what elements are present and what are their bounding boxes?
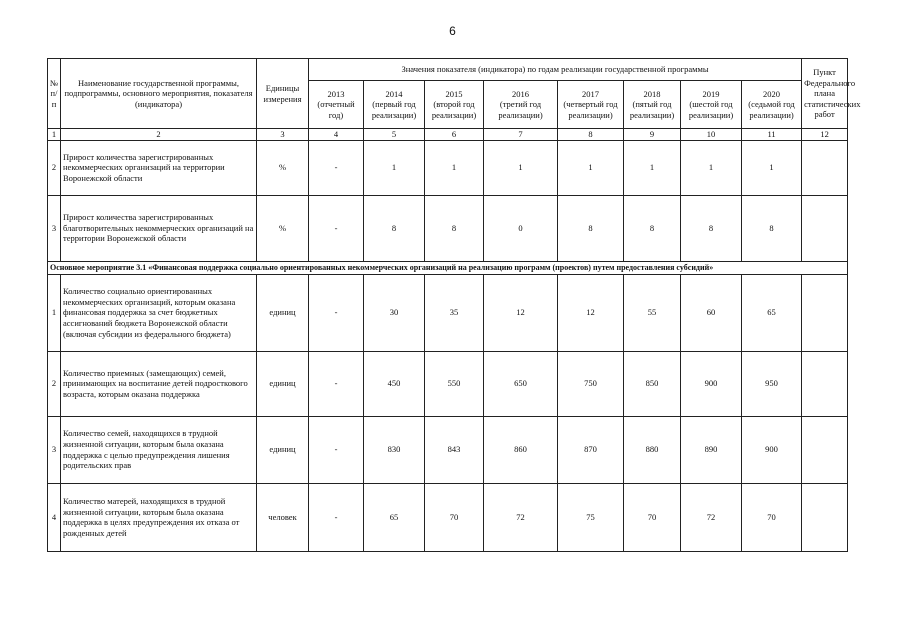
year-sublabel: (первый год реализации) bbox=[371, 99, 417, 120]
row-value: 900 bbox=[681, 351, 742, 416]
row-value: 900 bbox=[742, 416, 802, 483]
row-value: 870 bbox=[558, 416, 624, 483]
row-value: 450 bbox=[364, 351, 425, 416]
row-name: Количество социально ориентированных некоммерческих организаций, которым оказана финансовая поддержка за счет бюджетных ассигнований бюджета Воронежской области (включая субсидии из федерального бюджета) bbox=[61, 274, 257, 351]
row-value: 75 bbox=[558, 483, 624, 551]
row-name: Количество семей, находящихся в трудной жизненной ситуации, которым была оказана поддержка с целью предупреждения лишения родительских прав bbox=[61, 416, 257, 483]
column-index: 11 bbox=[742, 129, 802, 141]
row-no: 2 bbox=[48, 351, 61, 416]
row-value: 750 bbox=[558, 351, 624, 416]
header-year-2015 bbox=[425, 81, 484, 129]
row-value: 8 bbox=[681, 195, 742, 261]
row-value: 8 bbox=[742, 195, 802, 261]
row-value: 8 bbox=[624, 195, 681, 261]
row-value: 8 bbox=[558, 195, 624, 261]
row-value: - bbox=[309, 351, 364, 416]
row-value: 55 bbox=[624, 274, 681, 351]
row-name: Количество матерей, находящихся в трудной жизненной ситуации, которым была оказана поддержка в целях предупреждения их отказа от рожденных детей bbox=[61, 483, 257, 551]
row-value: 850 bbox=[624, 351, 681, 416]
header-year-2016 bbox=[484, 81, 558, 129]
year-label: 2015 bbox=[445, 88, 463, 99]
header-year-2020 bbox=[742, 81, 802, 129]
row-unit: единиц bbox=[257, 416, 309, 483]
row-name: Прирост количества зарегистрированных некоммерческих организаций на территории Воронежской области bbox=[61, 140, 257, 195]
table-row bbox=[48, 140, 848, 195]
row-name: Прирост количества зарегистрированных благотворительных некоммерческих организаций на территории Воронежской области bbox=[61, 195, 257, 261]
row-value: 70 bbox=[624, 483, 681, 551]
row-value: 65 bbox=[364, 483, 425, 551]
header-year-2018 bbox=[624, 81, 681, 129]
row-value: 35 bbox=[425, 274, 484, 351]
indicators-table bbox=[47, 58, 861, 552]
row-value: 1 bbox=[558, 140, 624, 195]
row-point bbox=[802, 351, 848, 416]
table-row bbox=[48, 195, 848, 261]
header-year-2017 bbox=[558, 81, 624, 129]
column-index: 9 bbox=[624, 129, 681, 141]
row-value: 890 bbox=[681, 416, 742, 483]
row-value: 8 bbox=[425, 195, 484, 261]
year-sublabel: (шестой год реализации) bbox=[688, 99, 734, 120]
row-value: 950 bbox=[742, 351, 802, 416]
column-index: 2 bbox=[61, 129, 257, 141]
header-unit: Единицы измерения bbox=[257, 59, 309, 129]
row-value: 60 bbox=[681, 274, 742, 351]
table-row bbox=[48, 351, 848, 416]
row-point bbox=[802, 195, 848, 261]
row-point bbox=[802, 483, 848, 551]
row-no: 2 bbox=[48, 140, 61, 195]
year-label: 2020 bbox=[763, 88, 781, 99]
row-value: 650 bbox=[484, 351, 558, 416]
column-index: 12 bbox=[802, 129, 848, 141]
column-index: 4 bbox=[309, 129, 364, 141]
row-value: 843 bbox=[425, 416, 484, 483]
row-value: 65 bbox=[742, 274, 802, 351]
row-value: 830 bbox=[364, 416, 425, 483]
row-value: 1 bbox=[484, 140, 558, 195]
section-title: Основное мероприятие 3.1 «Финансовая поддержка социально ориентированных некоммерческих организаций на реализацию программ (проектов) путем предоставления субсидий» bbox=[48, 261, 848, 274]
year-sublabel: (пятый год реализации) bbox=[629, 99, 675, 120]
row-value: 1 bbox=[364, 140, 425, 195]
header-year-2019 bbox=[681, 81, 742, 129]
row-value: 1 bbox=[681, 140, 742, 195]
year-sublabel: (третий год реализации) bbox=[498, 99, 543, 120]
row-unit: % bbox=[257, 195, 309, 261]
row-value: 70 bbox=[742, 483, 802, 551]
year-sublabel: (четвертый год реализации) bbox=[563, 99, 618, 120]
row-point bbox=[802, 274, 848, 351]
column-index: 8 bbox=[558, 129, 624, 141]
header-values: Значения показателя (индикатора) по годам реализации государственной программы bbox=[309, 59, 802, 81]
row-unit: единиц bbox=[257, 351, 309, 416]
column-index: 6 bbox=[425, 129, 484, 141]
row-value: 12 bbox=[484, 274, 558, 351]
section-row bbox=[48, 261, 848, 274]
row-value: 550 bbox=[425, 351, 484, 416]
row-value: 30 bbox=[364, 274, 425, 351]
row-name: Количество приемных (замещающих) семей, принимающих на воспитание детей подросткового возраста, которым оказана поддержка bbox=[61, 351, 257, 416]
table-row bbox=[48, 416, 848, 483]
row-point bbox=[802, 416, 848, 483]
year-label: 2014 bbox=[385, 88, 403, 99]
row-value: - bbox=[309, 140, 364, 195]
row-no: 1 bbox=[48, 274, 61, 351]
table-row bbox=[48, 483, 848, 551]
row-unit: единиц bbox=[257, 274, 309, 351]
header-year-2014 bbox=[364, 81, 425, 129]
year-label: 2013 bbox=[327, 88, 345, 99]
row-value: 0 bbox=[484, 195, 558, 261]
table-row bbox=[48, 274, 848, 351]
page-number: 6 bbox=[449, 24, 456, 38]
year-sublabel: (седьмой год реализации) bbox=[748, 99, 795, 120]
row-unit: человек bbox=[257, 483, 309, 551]
row-value: - bbox=[309, 483, 364, 551]
column-index: 10 bbox=[681, 129, 742, 141]
row-value: 70 bbox=[425, 483, 484, 551]
row-value: 1 bbox=[425, 140, 484, 195]
row-no: 3 bbox=[48, 416, 61, 483]
column-index: 5 bbox=[364, 129, 425, 141]
header-year-2013 bbox=[309, 81, 364, 129]
row-point bbox=[802, 140, 848, 195]
year-label: 2017 bbox=[582, 88, 599, 99]
row-value: 8 bbox=[364, 195, 425, 261]
year-label: 2018 bbox=[643, 88, 661, 99]
row-value: - bbox=[309, 416, 364, 483]
row-no: 4 bbox=[48, 483, 61, 551]
row-value: 880 bbox=[624, 416, 681, 483]
row-value: - bbox=[309, 274, 364, 351]
year-label: 2016 bbox=[512, 88, 529, 99]
row-unit: % bbox=[257, 140, 309, 195]
column-index: 1 bbox=[48, 129, 61, 141]
row-value: - bbox=[309, 195, 364, 261]
row-value: 12 bbox=[558, 274, 624, 351]
row-value: 72 bbox=[681, 483, 742, 551]
row-value: 1 bbox=[624, 140, 681, 195]
header-point: Пункт Федерального плана статистических работ bbox=[802, 59, 848, 129]
row-value: 72 bbox=[484, 483, 558, 551]
column-index: 3 bbox=[257, 129, 309, 141]
header-name: Наименование государственной программы, подпрограммы, основного мероприятия, показателя (индикатора) bbox=[61, 59, 257, 129]
row-value: 860 bbox=[484, 416, 558, 483]
column-index: 7 bbox=[484, 129, 558, 141]
year-label: 2019 bbox=[702, 88, 720, 99]
header-no: № п/п bbox=[48, 59, 61, 129]
year-sublabel: (отчетный год) bbox=[317, 99, 355, 120]
year-sublabel: (второй год реализации) bbox=[431, 99, 477, 120]
row-value: 1 bbox=[742, 140, 802, 195]
row-no: 3 bbox=[48, 195, 61, 261]
